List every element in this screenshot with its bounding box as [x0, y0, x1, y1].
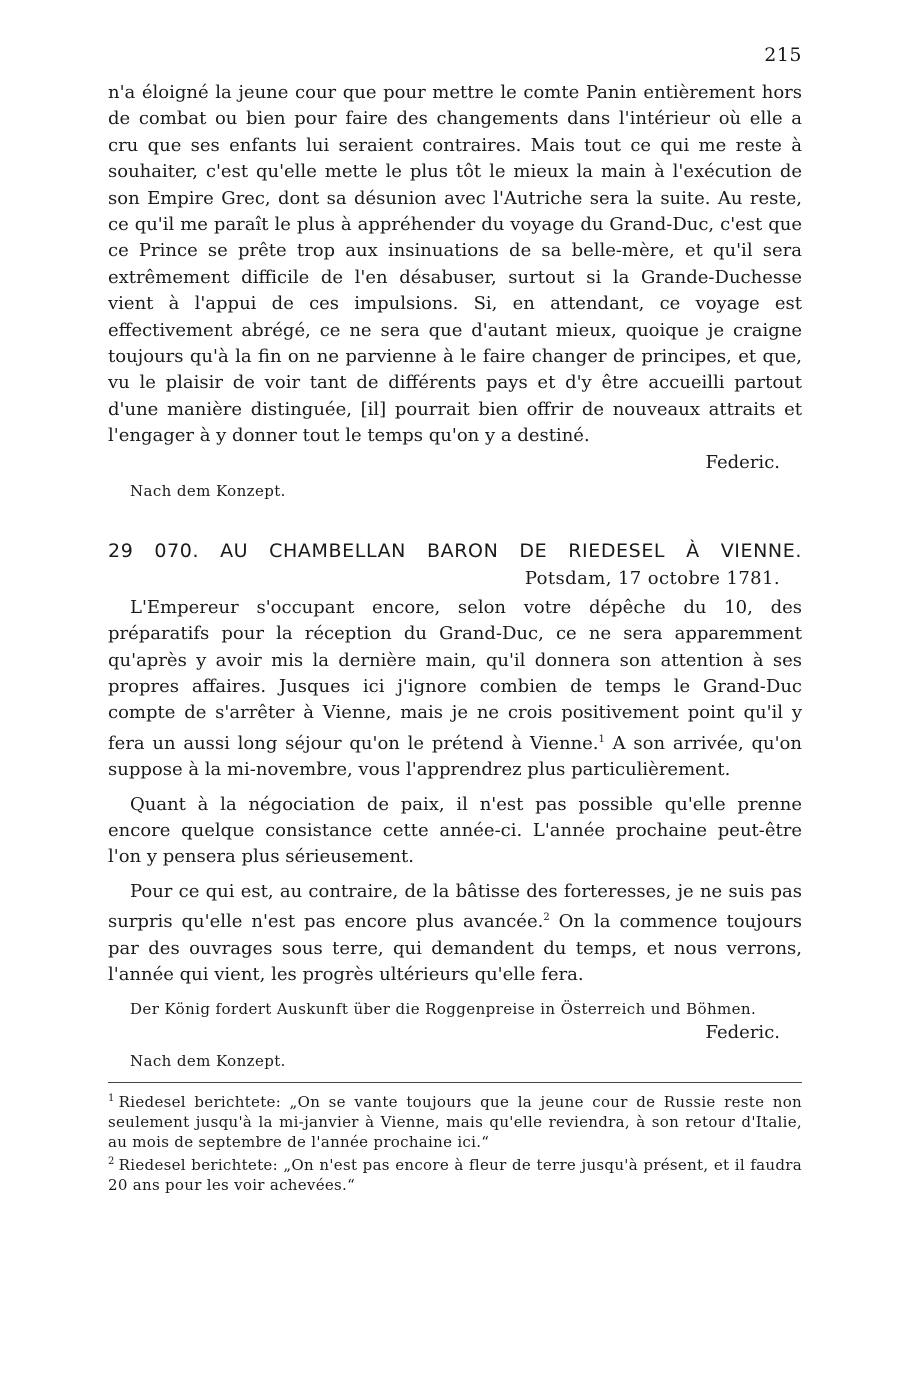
letter-paragraph	[108, 792, 802, 871]
letter-paragraph	[108, 879, 802, 989]
footnote-mark: 1	[108, 1093, 115, 1105]
footnote-mark: 2	[108, 1156, 115, 1168]
document-page	[108, 44, 802, 1195]
footnote-text: Riedesel berichtete: „On se vante toujours que la jeune cour de Russie reste non seulement jusqu'à la mi-janvier à Vienne, mais qu'elle reviendra, à son retour d'Italie, au mois de septembre de l'année prochaine ici.“	[108, 1093, 802, 1152]
letter-place-date: Potsdam, 17 octobre 1781.	[524, 567, 780, 589]
paragraph-text: Pour ce qui est, au contraire, de la bâtisse des forteresses, je ne suis pas surpris qu'elle n'est pas encore plus avancée.	[108, 880, 802, 933]
previous-letter-source: Nach dem Konzept.	[130, 481, 286, 500]
paragraph-text: A son arrivée, qu'on suppose à la mi-novembre, vous l'apprendrez plus particulièrement.	[108, 732, 802, 781]
previous-letter-text: n'a éloigné la jeune cour que pour mettre le comte Panin entièrement hors de combat ou bien pour faire des changements dans l'intérieur où elle a cru que ses enfants lui seraient contraires. Mais tout ce qui me reste à souhaiter, c'est qu'elle mette le plus tôt le mieux la main à l'exécution de son Empire Grec, dont sa désunion avec l'Autriche sera la suite. Au reste, ce qu'il me paraît le plus à appréhender du voyage du Grand-Duc, c'est que ce Prince se prête trop aux insinuations de sa belle-mère, et qu'il sera extrêmement difficile de l'en désabuser, surtout si la Grande-Duchesse vient à l'appui de ces impulsions. Si, en attendant, ce voyage est effectivement abrégé, ce ne sera que d'autant mieux, quoique je craigne toujours qu'à la fin on ne parvienne à le faire changer de principes, et que, vu le plaisir de voir tant de différents pays et d'y être accueilli partout d'une manière distinguée, [il] pourrait bien offrir de nouveaux attraits et l'engager à y donner tout le temps qu'on y a destiné.	[108, 82, 802, 447]
paragraph-text: Quant à la négociation de paix, il n'est pas possible qu'elle prenne encore quelque consistance cette année-ci. L'année prochaine peut-être l'on y pensera plus sérieusement.	[108, 793, 802, 868]
previous-letter-signature: Federic.	[705, 451, 780, 473]
editorial-note: Der König fordert Auskunft über die Roggenpreise in Österreich und Böhmen.	[130, 1000, 757, 1019]
paragraph-text: L'Empereur s'occupant encore, selon votre dépêche du 10, des préparatifs pour la réception du Grand-Duc, ce ne sera apparemment qu'après y avoir mis la dernière main, qu'il donnera son attention à ses propres affaires. Jusques ici j'ignore combien de temps le Grand-Duc compte de s'arrêter à Vienne, mais je ne crois positivement point qu'il y fera un aussi long séjour qu'on le prétend à Vienne.	[108, 596, 802, 754]
paragraph-text: On la commence toujours par des ouvrages sous terre, qui demandent du temps, et nous verrons, l'année qui vient, les progrès ultérieurs qu'elle fera.	[108, 911, 802, 985]
letter-signature: Federic.	[705, 1022, 780, 1044]
footnote-text: Riedesel berichtete: „On n'est pas encore à fleur de terre jusqu'à présent, et il faudra 20 ans pour les voir achevées.“	[108, 1156, 802, 1195]
footnote	[108, 1152, 802, 1195]
letter-heading: 29 070. AU CHAMBELLAN BARON DE RIEDESEL À VIENNE.	[108, 539, 802, 562]
page-number: 215	[764, 44, 802, 66]
letter-paragraph	[108, 595, 802, 784]
footnote-divider	[108, 1082, 802, 1083]
letter-source: Nach dem Konzept.	[130, 1052, 286, 1071]
footnote-reference[interactable]: 1	[598, 733, 605, 745]
footnote-reference[interactable]: 2	[543, 912, 550, 924]
footnote	[108, 1089, 802, 1152]
